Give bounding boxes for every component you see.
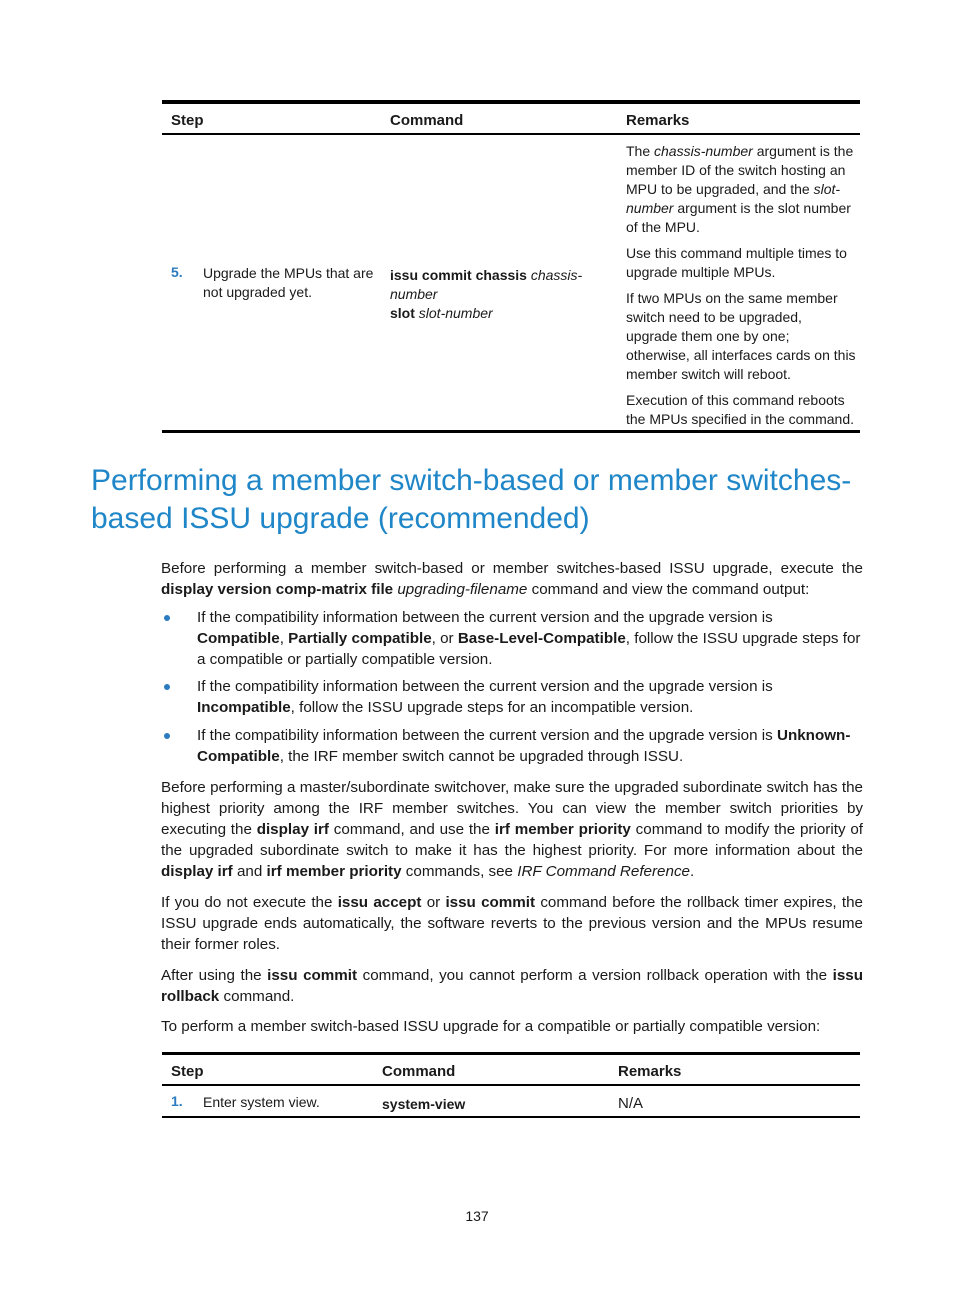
remark-paragraph: If two MPUs on the same member switch need to be upgraded, upgrade them one by one; otherwise, all interfaces cards on this member switch will reboot. [626, 290, 856, 382]
body-text: command, and use the [329, 821, 495, 838]
bold-term: Partially compatible [288, 630, 432, 647]
body-text: If the compatibility information between the current version and the upgrade version is [197, 678, 773, 695]
remark-paragraph: Use this command multiple times to upgrade multiple MPUs. [626, 245, 847, 280]
body-text: After using the [161, 967, 268, 984]
body-text: If you do not execute the [161, 894, 338, 911]
command-keyword: display irf [256, 821, 329, 838]
body-text: . [690, 863, 695, 880]
command-keyword: irf member priority [494, 821, 631, 838]
section-heading: Performing a member switch-based or member switches-based ISSU upgrade (recommended) [91, 464, 852, 535]
table-2-header-step: Step [171, 1063, 204, 1080]
command-keyword: display version comp-matrix file [161, 581, 394, 598]
table-2-header-remarks: Remarks [618, 1063, 682, 1080]
command-keyword: issu commit chassis [390, 267, 527, 283]
commit-paragraph [161, 965, 863, 1007]
table-1-remarks [626, 142, 856, 436]
body-text: commands, see [401, 863, 518, 880]
command-keyword: issu commit [267, 967, 358, 984]
table-2-step-number: 1. [171, 1093, 183, 1109]
table-1-header-remarks: Remarks [626, 112, 690, 129]
bullet-item [197, 725, 863, 767]
table-1-header-step: Step [171, 112, 204, 129]
body-text: , [279, 630, 289, 647]
bullet-dot [164, 615, 170, 621]
body-text: command and view the command output: [527, 581, 810, 598]
table-2-step-text: Enter system view. [203, 1094, 320, 1110]
table-1-step-text: Upgrade the MPUs that are not upgraded yet. [203, 265, 374, 300]
command-argument: slot-number [418, 305, 493, 321]
table-2-top-rule [162, 1052, 860, 1055]
command-keyword: display irf [161, 863, 233, 880]
bullet-item [197, 607, 863, 670]
table-1-command [390, 266, 615, 323]
table-2-header-rule [162, 1084, 860, 1086]
body-text: Before performing a master/subordinate switchover, make sure the upgraded subordinate switch has the highest priority among the IRF member switches. You can view the member switch priorities by executing the [161, 779, 863, 838]
command-keyword: issu rollback [161, 967, 864, 1005]
body-text: and [232, 863, 267, 880]
intro-paragraph [161, 558, 863, 600]
table-1-top-rule [162, 100, 860, 104]
table-1-header-command: Command [390, 112, 464, 129]
table-2-bottom-rule [162, 1116, 860, 1118]
table-1-header-rule [162, 133, 860, 135]
command-argument: chassis-number [390, 267, 583, 302]
body-text: command to modify the priority of the upgraded subordinate switch to make it has the highest priority. For more information about the [161, 821, 863, 859]
table-2-remarks: N/A [618, 1095, 644, 1112]
body-text: or [421, 894, 446, 911]
body-text: If the compatibility information between the current version and the upgrade version is [197, 727, 777, 744]
body-text: , follow the ISSU upgrade steps for an incompatible version. [290, 699, 694, 716]
command-keyword: slot [390, 305, 415, 321]
table-1-bottom-rule [162, 430, 860, 433]
reference-title: IRF Command Reference [517, 863, 690, 880]
remark-paragraph: Execution of this command reboots the MPUs specified in the command. [626, 392, 854, 427]
table-2-header-command: Command [382, 1063, 456, 1080]
table-2-command: system-view [382, 1096, 466, 1112]
body-text: command, you cannot perform a version rollback operation with the [357, 967, 833, 984]
command-keyword: issu accept [337, 894, 422, 911]
bold-term: Base-Level-Compatible [457, 630, 626, 647]
rollback-timer-paragraph [161, 892, 863, 955]
body-text: Before performing a member switch-based or member switches-based ISSU upgrade, execute the [161, 560, 863, 577]
body-text: If the compatibility information between the current version and the upgrade version is [197, 609, 773, 626]
bullet-dot [164, 733, 170, 739]
body-text: command. [219, 988, 295, 1005]
switchover-paragraph [161, 777, 863, 882]
body-text: , or [431, 630, 458, 647]
bold-term: Incompatible [197, 699, 291, 716]
command-keyword: issu commit [445, 894, 536, 911]
bold-term: Compatible [197, 630, 280, 647]
bold-term: Unknown-Compatible [197, 727, 851, 765]
bullet-dot [164, 684, 170, 690]
procedure-intro-paragraph: To perform a member switch-based ISSU upgrade for a compatible or partially compatible version: [161, 1018, 821, 1035]
table-1-step-number: 5. [171, 264, 183, 280]
body-text: command before the rollback timer expires, the ISSU upgrade ends automatically, the software reverts to the previous version and the MPUs resume their former roles. [161, 894, 863, 953]
command-argument: upgrading-filename [397, 581, 528, 598]
remark-paragraph [626, 142, 856, 237]
command-keyword: irf member priority [266, 863, 402, 880]
bullet-item [197, 676, 863, 718]
remark-text: The [626, 143, 655, 159]
remark-argument: chassis-number [654, 143, 753, 159]
remark-argument: slot-number [626, 181, 841, 216]
remark-text: argument is the member ID of the switch hosting an MPU to be upgraded, and the [626, 143, 854, 197]
body-text: , follow the ISSU upgrade steps for a compatible or partially compatible version. [197, 630, 861, 668]
page-number: 137 [465, 1208, 489, 1224]
remark-text: argument is the slot number of the MPU. [626, 200, 851, 235]
body-text: , the IRF member switch cannot be upgraded through ISSU. [279, 748, 684, 765]
